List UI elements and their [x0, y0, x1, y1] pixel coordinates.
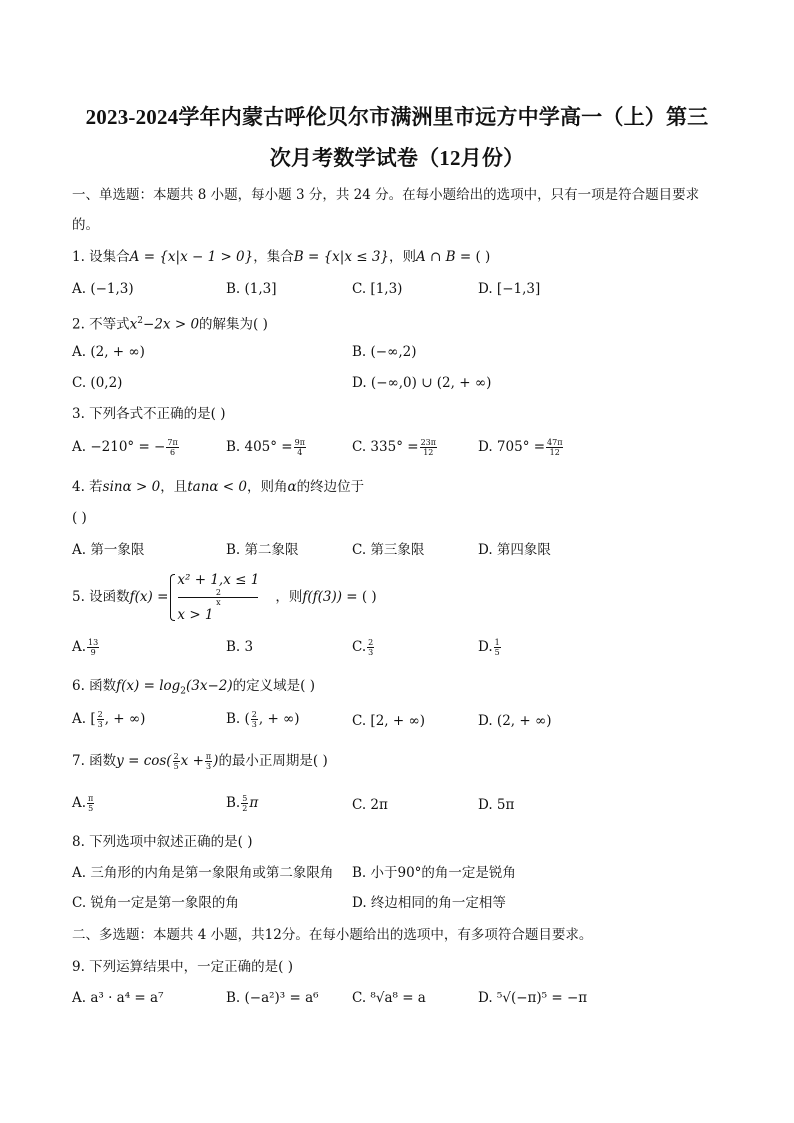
question-4-option-d: D. 第四象限 — [478, 542, 551, 558]
question-1-stem: 1. 设集合A = {x|x − 1 > 0}，集合B = {x|x ≤ 3}，则A ∩ B = ( ) — [72, 249, 491, 265]
exam-title-line-1: 2023-2024学年内蒙古呼伦贝尔市满洲里市远方中学高一（上）第三 — [85, 105, 709, 129]
question-3-option-c: C. 335° = $\frac{23\pi}{12}$ — [352, 438, 436, 457]
fraction: $\frac{47\pi}{12}$ — [547, 438, 563, 457]
question-2-option-a: A. (2, + ∞) — [72, 344, 145, 360]
question-5-option-d: D. $\frac{1}{5}$ — [478, 638, 500, 657]
question-3-stem: 3. 下列各式不正确的是( ) — [72, 406, 226, 422]
question-7-stem: 7. 函数y = cos( $\frac{2}{5}$ x + $\frac{\pi}{3}$ )的最小正周期是( ) — [72, 752, 328, 771]
question-6-option-a: A. [ $\frac{2}{3}$ , + ∞) — [72, 710, 146, 729]
question-1-option-c: C. [1,3) — [352, 281, 403, 297]
section-1-heading-line-1: 一、单选题：本题共 8 小题，每小题 3 分，共 24 分。在每小题给出的选项中，只有一项是符合题目要求 — [72, 187, 700, 203]
question-7-option-b: B. $\frac{5}{2}$ π — [226, 794, 259, 813]
question-9-option-b: B. (−a²)³ = a⁶ — [226, 990, 319, 1006]
question-8-option-a: A. 三角形的内角是第一象限角或第二象限角 — [72, 865, 334, 881]
fraction: $\frac{\pi}{5}$ — [88, 794, 94, 813]
question-9-option-d: D. ⁵√(−π)⁵ = −π — [478, 990, 588, 1006]
section-2-heading: 二、多选题：本题共 4 小题，共12分。在每小题给出的选项中，有多项符合题目要求。 — [72, 927, 593, 943]
question-7-option-d: D. 5π — [478, 797, 515, 813]
fraction: $\frac{2}{3}$ — [251, 710, 257, 729]
question-4-stem-cont: ( ) — [72, 510, 87, 526]
question-8-option-d: D. 终边相同的角一定相等 — [352, 895, 506, 911]
question-3-option-a: A. −210° = − $\frac{7\pi}{6}$ — [72, 438, 178, 457]
question-4-stem: 4. 若sinα > 0，且tanα < 0，则角α的终边位于 — [72, 479, 365, 495]
question-2-stem: 2. 不等式$x^2-2x > 0$的解集为( ) — [72, 316, 268, 333]
question-9-stem: 9. 下列运算结果中，一定正确的是( ) — [72, 959, 293, 975]
question-7-option-c: C. 2π — [352, 797, 388, 813]
question-6-stem: 6. 函数$f(x) = \log_2(3x-2)$的定义域是( ) — [72, 678, 315, 697]
question-5-option-a: A. $\frac{13}{9}$ — [72, 638, 99, 657]
exam-title-line-2: 次月考数学试卷（12月份） — [269, 146, 525, 170]
fraction: $\frac{23\pi}{12}$ — [420, 438, 436, 457]
question-9-option-a: A. a³ · a⁴ = a⁷ — [72, 990, 164, 1006]
question-3-option-d: D. 705° = $\frac{47\pi}{12}$ — [478, 438, 563, 457]
fraction: $\frac{2}{3}$ — [368, 638, 374, 657]
question-4-option-c: C. 第三象限 — [352, 542, 425, 558]
question-8-option-c: C. 锐角一定是第一象限的角 — [72, 895, 239, 911]
fraction: $\frac{13}{9}$ — [88, 638, 99, 657]
question-5-stem: 5. 设函数f(x) = x² + 1,x ≤ 1 2 x x > 1 ，则f(f(3)) = ( ) — [72, 572, 377, 623]
fraction: $\frac{1}{5}$ — [494, 638, 500, 657]
question-6-option-d: D. (2, + ∞) — [478, 713, 552, 729]
fraction: $\frac{2}{5}$ — [173, 752, 179, 771]
section-1-heading-cont: 的。 — [72, 217, 99, 233]
question-2-option-c: C. (0,2) — [72, 375, 123, 391]
question-3-option-b: B. 405° = $\frac{9\pi}{4}$ — [226, 438, 305, 457]
fraction: $\frac{9\pi}{4}$ — [294, 438, 305, 457]
question-2-option-b: B. (−∞,2) — [352, 344, 417, 360]
question-1-option-a: A. (−1,3) — [72, 281, 134, 297]
question-7-option-a: A. $\frac{\pi}{5}$ — [72, 794, 94, 813]
question-4-option-b: B. 第二象限 — [226, 542, 299, 558]
question-6-option-c: C. [2, + ∞) — [352, 713, 425, 729]
question-5-option-c: C. $\frac{2}{3}$ — [352, 638, 374, 657]
question-6-option-b: B. ( $\frac{2}{3}$ , + ∞) — [226, 710, 300, 729]
question-2-option-d: D. (−∞,0) ∪ (2, + ∞) — [352, 375, 492, 391]
fraction: 2 x — [178, 588, 258, 607]
section-1-heading — [72, 186, 699, 204]
fraction: $\frac{\pi}{3}$ — [205, 752, 212, 771]
fraction: $\frac{5}{2}$ — [242, 794, 248, 813]
question-9-option-c: C. ⁸√a⁸ = a — [352, 990, 426, 1006]
question-1-option-d: D. [−1,3] — [478, 281, 541, 297]
fraction: $\frac{7\pi}{6}$ — [167, 438, 178, 457]
question-8-stem: 8. 下列选项中叙述正确的是( ) — [72, 834, 253, 850]
question-4-option-a: A. 第一象限 — [72, 542, 145, 558]
question-5-option-b: B. 3 — [226, 639, 254, 655]
fraction: $\frac{2}{3}$ — [97, 710, 103, 729]
question-1-option-b: B. (1,3] — [226, 281, 277, 297]
piecewise-function: x² + 1,x ≤ 1 2 x x > 1 — [170, 572, 259, 623]
question-8-option-b: B. 小于90°的角一定是锐角 — [352, 865, 516, 881]
